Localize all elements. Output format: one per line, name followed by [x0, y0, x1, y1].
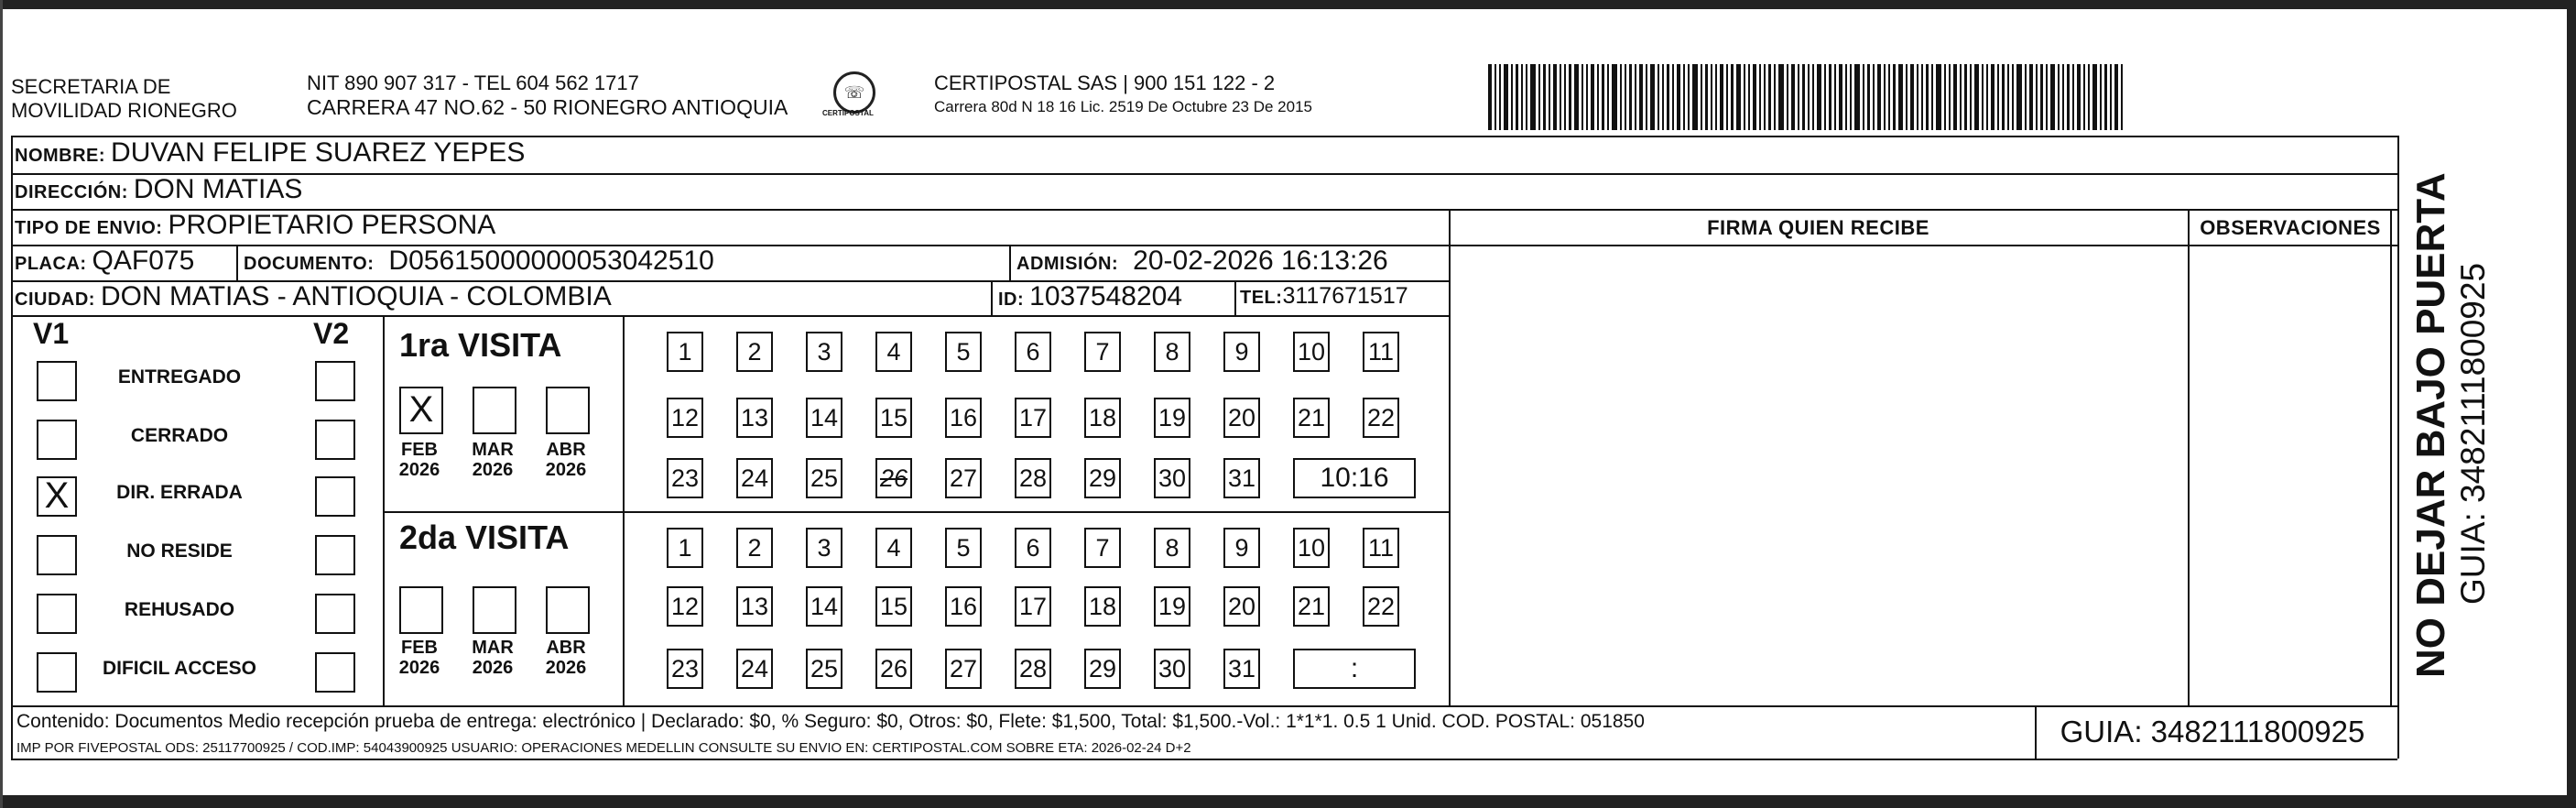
nombre-field [15, 137, 525, 169]
tel-field [1240, 283, 1408, 310]
barcode-bar [1511, 64, 1513, 130]
barcode-bar [1824, 64, 1826, 130]
barcode-bar [1683, 64, 1685, 130]
barcode-bar [2104, 64, 2107, 130]
day-box[interactable]: 7 [1084, 528, 1121, 568]
barcode-bar [1997, 64, 1999, 130]
barcode-bar [1560, 64, 1561, 130]
barcode-bar [1650, 64, 1655, 130]
barcode-bar [1753, 64, 1756, 130]
day-box[interactable]: 23 [667, 458, 703, 498]
barcode-bar [1672, 64, 1674, 130]
day-box[interactable]: 10 [1293, 528, 1330, 568]
barcode-bar [1787, 64, 1788, 130]
barcode-bar [1834, 64, 1836, 130]
month-name: FEB [401, 638, 438, 658]
company-line: CERTIPOSTAL SAS | 900 151 122 - 2 [934, 71, 1276, 94]
day-box[interactable]: 27 [945, 458, 982, 498]
documento-field [244, 246, 714, 277]
month-checkbox[interactable]: X [399, 387, 443, 434]
direccion-label: DIRECCIÓN: [15, 182, 128, 202]
barcode-bar [1646, 64, 1647, 130]
sender-line2: MOVILIDAD RIONEGRO [11, 99, 237, 122]
barcode-bar [1926, 64, 1929, 130]
barcode-bar [1488, 64, 1492, 130]
barcode-bar [1964, 64, 1967, 130]
barcode-bar [1602, 64, 1604, 130]
v1-label: V1 [33, 317, 70, 350]
barcode-bar [1986, 64, 1988, 130]
day-box[interactable]: 22 [1363, 586, 1399, 627]
barcode-bar [1543, 64, 1546, 130]
id-field [998, 281, 1182, 312]
barcode-bar [1759, 64, 1761, 130]
barcode-bar [1888, 64, 1890, 130]
day-box[interactable]: 24 [736, 649, 773, 689]
barcode-bar [1504, 64, 1508, 130]
month-checkbox[interactable] [546, 586, 590, 634]
address-line: CARRERA 47 NO.62 - 50 RIONEGRO ANTIOQUIA [307, 95, 788, 119]
barcode-bar [1625, 64, 1626, 130]
month-label [465, 638, 520, 678]
barcode-bar [1898, 64, 1903, 130]
placa-value: QAF075 [92, 246, 195, 276]
grid-line [11, 173, 2399, 175]
barcode-bar [2100, 64, 2102, 130]
tel-label: TEL: [1240, 288, 1283, 308]
tipo-label: TIPO DE ENVIO: [15, 218, 163, 238]
sender-line1: SECRETARIA DE [11, 75, 171, 98]
barcode-bar [2110, 64, 2112, 130]
day-box[interactable]: 11 [1363, 332, 1399, 372]
barcode-bar [2072, 64, 2074, 130]
grid-line [2390, 209, 2392, 705]
barcode-bar [1921, 64, 1923, 130]
month-name: ABR [546, 638, 586, 658]
barcode-bar [1569, 64, 1571, 130]
company-block [934, 71, 1312, 119]
month-name: MAR [472, 638, 514, 658]
barcode-bar [1774, 64, 1776, 130]
v2-label: V2 [313, 317, 350, 350]
grid-line [11, 136, 13, 705]
day-box[interactable]: 8 [1154, 528, 1190, 568]
status-label: DIR. ERRADA [116, 482, 243, 503]
day-box[interactable]: 19 [1154, 586, 1190, 627]
barcode-bar [1711, 64, 1712, 130]
day-box[interactable]: 21 [1293, 586, 1330, 627]
grid-line [1009, 245, 1011, 280]
month-year: 2026 [398, 658, 440, 678]
barcode-bar [1677, 64, 1680, 130]
barcode-bar [1798, 64, 1799, 130]
barcode-bar [1581, 64, 1583, 130]
barcode-bar [1715, 64, 1717, 130]
day-box[interactable]: 18 [1084, 586, 1121, 627]
barcode-bar [2067, 64, 2070, 130]
grid-line [383, 511, 1449, 513]
ciudad-field [15, 281, 612, 312]
day-box[interactable]: 22 [1363, 398, 1399, 438]
v2-checkbox[interactable] [315, 535, 355, 575]
day-box[interactable]: 31 [1223, 458, 1260, 498]
day-box[interactable]: 23 [667, 649, 703, 689]
barcode-bar [1744, 64, 1745, 130]
barcode-bar [1791, 64, 1795, 130]
barcode-bar [1944, 64, 1946, 130]
month-checkbox[interactable] [473, 586, 516, 634]
barcode-bar [1705, 64, 1708, 130]
month-year: 2026 [545, 460, 587, 480]
grid-line [11, 705, 13, 759]
day-box[interactable]: 9 [1223, 332, 1260, 372]
month-name: ABR [546, 440, 586, 460]
barcode-bar [2050, 64, 2055, 130]
grid-line [383, 315, 385, 705]
grid-line [1449, 245, 2397, 246]
day-box[interactable]: 21 [1293, 398, 1330, 438]
barcode-bar [1629, 64, 1632, 130]
day-box[interactable]: 20 [1223, 586, 1260, 627]
barcode-bar [2002, 64, 2005, 130]
direccion-field [15, 174, 302, 205]
day-box[interactable]: 10 [1293, 332, 1330, 372]
barcode-bar [2007, 64, 2009, 130]
barcode-bar [1839, 64, 1842, 130]
v2-checkbox[interactable] [315, 361, 355, 401]
grid-line [991, 280, 993, 315]
barcode-bar [1499, 64, 1501, 130]
imp-line: IMP POR FIVEPOSTAL ODS: 25117700925 / COD.IMP: 54043900925 USUARIO: OPERACIONES MEDELLIN CONSULTE SU ENVIO EN: CERTIPOSTAL.COM SOBRE ETA: 2026-02-24 D+2 [16, 740, 1191, 756]
barcode-bar [2077, 64, 2081, 130]
barcode-bar [1748, 64, 1750, 130]
barcode-bar [1495, 64, 1496, 130]
day-box[interactable]: 26 [875, 649, 912, 689]
barcode-bar [1893, 64, 1896, 130]
barcode-bar [1931, 64, 1933, 130]
page-border-top [0, 0, 2576, 9]
day-box[interactable]: 6 [1015, 528, 1051, 568]
barcode-bar [1521, 64, 1523, 130]
admision-value: 20-02-2026 16:13:26 [1133, 246, 1388, 276]
documento-value: D05615000000053042510 [388, 246, 714, 276]
visit1-title: 1ra VISITA [399, 326, 562, 364]
day-box[interactable]: 1 [667, 332, 703, 372]
barcode-bar [1778, 64, 1784, 130]
id-label: ID: [998, 289, 1025, 310]
grid-line [11, 705, 2397, 707]
barcode-bar [1553, 64, 1557, 130]
barcode-bar [1845, 64, 1847, 130]
day-box[interactable]: 12 [667, 398, 703, 438]
status-label: REHUSADO [124, 599, 235, 620]
v2-checkbox[interactable] [315, 476, 355, 517]
month-checkbox[interactable] [473, 387, 516, 434]
barcode-bar [1635, 64, 1636, 130]
barcode-bar [2012, 64, 2014, 130]
barcode-bar [1726, 64, 1728, 130]
barcode-bar [1936, 64, 1941, 130]
barcode-bar [1974, 64, 1979, 130]
page-border-bottom [0, 795, 2576, 808]
day-box[interactable]: 31 [1223, 649, 1260, 689]
day-box[interactable]: 3 [806, 528, 842, 568]
status-label: ENTREGADO [117, 366, 242, 388]
barcode-bar [2058, 64, 2060, 130]
grid-line [11, 315, 1449, 317]
ciudad-label: CIUDAD: [15, 289, 95, 310]
v1-checkbox[interactable] [37, 652, 77, 693]
barcode-bar [1802, 64, 1805, 130]
barcode-bar [1829, 64, 1831, 130]
barcode-bar [1620, 64, 1622, 130]
barcode-bar [1906, 64, 1908, 130]
nit-line: NIT 890 907 317 - TEL 604 562 1717 [307, 71, 639, 94]
documento-label: DOCUMENTO: [244, 254, 375, 274]
day-box[interactable]: 14 [806, 398, 842, 438]
day-box[interactable]: 19 [1154, 398, 1190, 438]
side-guia: GUIA: 3482111800925 [2454, 262, 2492, 605]
sender-block [11, 75, 237, 123]
barcode-bar [1639, 64, 1643, 130]
day-box[interactable]: 7 [1084, 332, 1121, 372]
barcode-bar [1612, 64, 1617, 130]
barcode-bar [2083, 64, 2085, 130]
barcode-bar [1768, 64, 1771, 130]
barcode-bar [1960, 64, 1962, 130]
v2-checkbox[interactable] [315, 652, 355, 693]
barcode-bar [1873, 64, 1875, 130]
day-box[interactable]: 27 [945, 649, 982, 689]
barcode-bar [1949, 64, 1951, 130]
day-box[interactable]: 2 [736, 528, 773, 568]
v1-checkbox[interactable] [37, 594, 77, 634]
barcode-bar [1574, 64, 1579, 130]
day-box[interactable]: 25 [806, 458, 842, 498]
barcode-bar [1586, 64, 1588, 130]
barcode-bar [2092, 64, 2097, 130]
day-box[interactable]: 2 [736, 332, 773, 372]
day-box[interactable]: 11 [1363, 528, 1399, 568]
day-box[interactable]: 15 [875, 398, 912, 438]
barcode-bar [1812, 64, 1814, 130]
day-box[interactable]: 14 [806, 586, 842, 627]
barcode-bar [2040, 64, 2043, 130]
day-box[interactable]: 4 [875, 332, 912, 372]
barcode-bar [1764, 64, 1766, 130]
day-box[interactable]: 17 [1015, 398, 1051, 438]
barcode-bar [1597, 64, 1599, 130]
barcode-bar [1817, 64, 1821, 130]
admision-field [1016, 246, 1388, 277]
day-box[interactable]: 8 [1154, 332, 1190, 372]
direccion-value: DON MATIAS [133, 174, 303, 204]
barcode-bar [2046, 64, 2048, 130]
barcode-bar [1953, 64, 1957, 130]
barcode-bar [1877, 64, 1881, 130]
barcode-bar [2114, 64, 2118, 130]
barcode-bar [1917, 64, 1918, 130]
day-box[interactable]: 28 [1015, 649, 1051, 689]
barcode-bar [1526, 64, 1527, 130]
month-checkbox[interactable] [546, 387, 590, 434]
day-box[interactable]: 29 [1084, 649, 1121, 689]
day-box[interactable]: 1 [667, 528, 703, 568]
barcode-bar [1736, 64, 1741, 130]
barcode-bar [2062, 64, 2064, 130]
time-box[interactable]: 10:16 [1293, 458, 1416, 498]
barcode-bar [1731, 64, 1734, 130]
v1-checkbox[interactable]: X [37, 476, 77, 517]
barcode-bar [1667, 64, 1669, 130]
tipo-value: PROPIETARIO PERSONA [168, 210, 496, 240]
day-box[interactable]: 13 [736, 398, 773, 438]
barcode-bar [1884, 64, 1886, 130]
grid-line [11, 759, 2397, 760]
day-box[interactable]: 30 [1154, 649, 1190, 689]
id-value: 1037548204 [1029, 281, 1183, 311]
month-label [465, 440, 520, 480]
barcode-bar [1688, 64, 1690, 130]
grid-line [2188, 209, 2190, 705]
day-box[interactable]: 29 [1084, 458, 1121, 498]
barcode-bar [1863, 64, 1864, 130]
month-year: 2026 [398, 460, 440, 480]
logo-caption: CERTIPOSTAL [822, 109, 874, 117]
day-box[interactable]: 13 [736, 586, 773, 627]
v1-checkbox[interactable] [37, 535, 77, 575]
month-label [538, 638, 593, 678]
barcode-bar [1538, 64, 1540, 130]
tel-value: 3117671517 [1282, 283, 1408, 309]
v2-checkbox[interactable] [315, 420, 355, 460]
tipo-envio-field [15, 210, 495, 241]
grid-line [236, 245, 238, 280]
month-name: MAR [472, 440, 514, 460]
barcode-bar [2016, 64, 2022, 130]
month-name: FEB [401, 440, 438, 460]
barcode-bar [2088, 64, 2090, 130]
day-box[interactable]: 28 [1015, 458, 1051, 498]
day-box[interactable]: 3 [806, 332, 842, 372]
barcode-bar [2036, 64, 2038, 130]
day-box[interactable]: 24 [736, 458, 773, 498]
day-box[interactable]: 5 [945, 528, 982, 568]
day-box[interactable]: 16 [945, 586, 982, 627]
v2-checkbox[interactable] [315, 594, 355, 634]
barcode-bar [1564, 64, 1566, 130]
day-box[interactable]: 6 [1015, 332, 1051, 372]
v1-checkbox[interactable] [37, 361, 77, 401]
barcode-bar [1701, 64, 1702, 130]
observaciones-header: OBSERVACIONES [2200, 216, 2381, 239]
company-sub: Carrera 80d N 18 16 Lic. 2519 De Octubre 23 De 2015 [934, 98, 1312, 115]
barcode-bar [1808, 64, 1810, 130]
status-label: CERRADO [130, 425, 229, 446]
status-label: NO RESIDE [126, 540, 233, 562]
grid-line [1449, 209, 1451, 705]
barcode-bar [1607, 64, 1609, 130]
grid-line [623, 315, 625, 705]
day-box[interactable]: 5 [945, 332, 982, 372]
page-border-left [0, 0, 3, 808]
day-box[interactable]: 17 [1015, 586, 1051, 627]
month-label [392, 440, 447, 480]
nombre-label: NOMBRE: [15, 146, 106, 166]
grid-line [2397, 136, 2399, 759]
day-box[interactable]: 26 [875, 458, 912, 498]
barcode-bar [2025, 64, 2027, 130]
day-box[interactable]: 12 [667, 586, 703, 627]
barcode-bar [1692, 64, 1698, 130]
day-box[interactable]: 30 [1154, 458, 1190, 498]
ciudad-value: DON MATIAS - ANTIOQUIA - COLOMBIA [100, 281, 612, 311]
barcode-bar [1591, 64, 1594, 130]
month-label [538, 440, 593, 480]
month-label [392, 638, 447, 678]
barcode [1488, 64, 2212, 130]
day-box[interactable]: 9 [1223, 528, 1260, 568]
page-border-right [2567, 0, 2576, 808]
guia-box: GUIA: 3482111800925 [2060, 715, 2365, 748]
certipostal-logo-icon: ☏ [833, 71, 875, 114]
month-year: 2026 [472, 460, 514, 480]
day-box[interactable]: 15 [875, 586, 912, 627]
barcode-bar [1662, 64, 1664, 130]
month-year: 2026 [472, 658, 514, 678]
nombre-value: DUVAN FELIPE SUAREZ YEPES [111, 137, 526, 168]
barcode-bar [1530, 64, 1536, 130]
barcode-bar [1867, 64, 1870, 130]
grid-line [1234, 280, 1236, 315]
barcode-bar [1991, 64, 1994, 130]
sender-contact [307, 71, 788, 119]
barcode-bar [1549, 64, 1550, 130]
barcode-bar [1658, 64, 1659, 130]
placa-label: PLACA: [15, 254, 87, 274]
day-box[interactable]: 18 [1084, 398, 1121, 438]
day-box[interactable]: 16 [945, 398, 982, 438]
contenido-line: Contenido: Documentos Medio recepción prueba de entrega: electrónico | Declarado: $0, % Seguro: $0, Otros: $0, Flete: $1,500, Total: $1,500.-Vol.: 1*1*1. 0.5 1 Unid. COD. POSTAL: 051850 [16, 711, 1645, 732]
day-box[interactable]: 25 [806, 649, 842, 689]
v1-checkbox[interactable] [37, 420, 77, 460]
barcode-bar [2029, 64, 2033, 130]
status-label: DIFICIL ACCESO [102, 658, 256, 679]
barcode-bar [1720, 64, 1723, 130]
barcode-bar [1982, 64, 1984, 130]
visit2-title: 2da VISITA [399, 519, 570, 556]
no-dejar-bajo-puerta: NO DEJAR BAJO PUERTA [2408, 172, 2453, 678]
barcode-bar [2121, 64, 2123, 130]
barcode-bar [1970, 64, 1972, 130]
placa-field [15, 246, 194, 277]
barcode-bar [1910, 64, 1914, 130]
barcode-bar [1516, 64, 1518, 130]
barcode-bar [1850, 64, 1852, 130]
day-box[interactable]: 4 [875, 528, 912, 568]
time-box[interactable]: : [1293, 649, 1416, 689]
month-checkbox[interactable] [399, 586, 443, 634]
month-year: 2026 [545, 658, 587, 678]
firma-header: FIRMA QUIEN RECIBE [1707, 216, 1929, 239]
day-box[interactable]: 20 [1223, 398, 1260, 438]
barcode-bar [1854, 64, 1860, 130]
admision-label: ADMISIÓN: [1016, 254, 1119, 274]
